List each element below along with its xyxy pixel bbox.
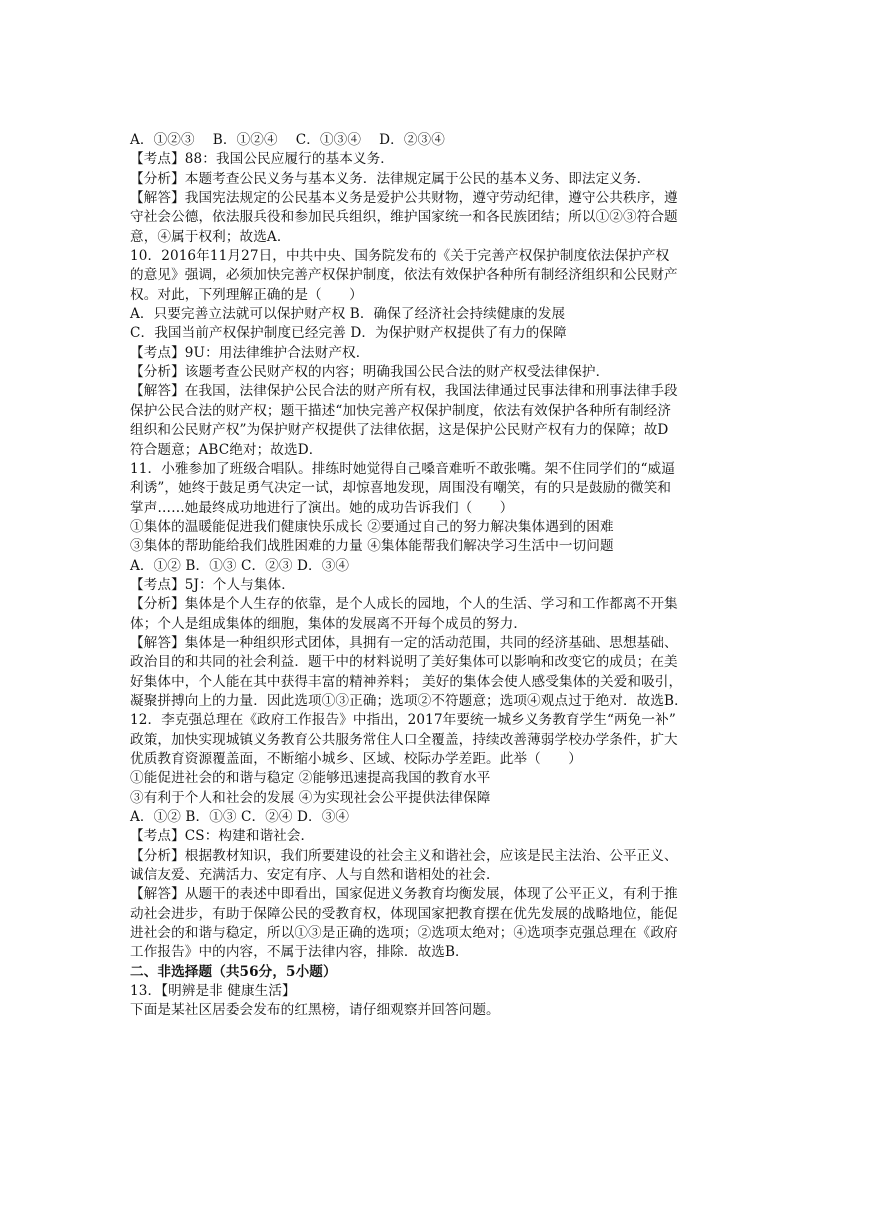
text-line: 政策，加快实现城镇义务教育公共服务常住人口全覆盖，持续改善薄弱学校办学条件，扩大 (130, 731, 678, 748)
text-line: 符合题意；ABC绝对；故选D． (130, 441, 323, 458)
text-line: 【解答】在我国，法律保护公民合法的财产所有权，我国法律通过民事法律和刑事法律手段 (130, 383, 678, 400)
text-line: A．①② B．①③ C．②③ D．③④ (130, 557, 350, 574)
text-line: 【分析】该题考查公民财产权的内容；明确我国公民合法的财产权受法律保护． (130, 364, 610, 381)
text-line: 权。对此，下列理解正确的是（ ） (130, 286, 363, 303)
text-line: 【分析】集体是个人生存的依靠，是个人成长的园地，个人的生活、学习和工作都离不开集 (130, 596, 678, 613)
question-line: 12．李克强总理在《政府工作报告》中指出，2017年要统一城乡义务教育学生“两免一补” (130, 712, 676, 729)
document-page (130, 131, 745, 1021)
text-line: ①能促进社会的和谐与稳定 ②能够迅速提高我国的教育水平 (130, 770, 491, 787)
text-line: 动社会进步，有助于保障公民的受教育权，体现国家把教育摆在优先发展的战略地位，能促 (130, 905, 678, 922)
text-line: 【分析】本题考查公民义务与基本义务．法律规定属于公民的基本义务、即法定义务． (130, 170, 651, 187)
text-line: 【考点】CS：构建和谐社会． (130, 828, 315, 845)
question-line: 11．小雅参加了班级合唱队。排练时她觉得自己嗓音难听不敢张嘴。架不住同学们的“威逼 (130, 460, 675, 477)
text-line: A．只要完善立法就可以保护财产权 B．确保了经济社会持续健康的发展 (130, 306, 566, 323)
text-line: 掌声……她最终成功地进行了演出。她的成功告诉我们（ ） (130, 499, 514, 516)
text-line: A．①②③ B．①②④ C．①③④ D．②③④ (130, 132, 445, 148)
text-line: 进社会的和谐与稳定，所以①③是正确的选项；②选项太绝对；④选项李克强总理在《政府 (130, 925, 678, 942)
text-line: 意，④属于权利；故选A． (130, 228, 291, 245)
text-line: 【解答】集体是一种组织形式团体，具拥有一定的活动范围，共同的经济基础、思想基础、 (130, 634, 678, 651)
question-line: 13．【明辨是非 健康生活】 (130, 983, 296, 1000)
text-line: 【分析】根据教材知识，我们所要建设的社会主义和谐社会，应该是民主法治、公平正义、 (130, 847, 678, 864)
text-line: 【解答】我国宪法规定的公民基本义务是爱护公共财物，遵守劳动纪律，遵守公共秩序，遵 (130, 190, 678, 207)
text-line: 【解答】从题干的表述中即看出，国家促进义务教育均衡发展，体现了公平正义，有利于推 (130, 886, 678, 903)
section-heading: 二、非选择题（共56分，5小题） (130, 963, 337, 980)
text-line: 凝聚拼搏向上的力量．因此选项①③正确；选项②不符题意；选项④观点过于绝对．故选B． (130, 692, 688, 709)
text-line: 诚信友爱、充满活力、安定有序、人与自然和谐相处的社会． (130, 867, 500, 884)
text-line: 工作报告》中的内容，不属于法律内容，排除．故选B． (130, 944, 469, 961)
text-line: 下面是某社区居委会发布的红黑榜，请仔细观察并回答问题。 (130, 1002, 500, 1019)
text-line: 优质教育资源覆盖面，不断缩小城乡、区域、校际办学差距。此举（ ） (130, 751, 582, 767)
text-line: 好集体中，个人能在其中获得丰富的精神养料； 美好的集体会使人感受集体的关爱和吸引， (130, 673, 683, 690)
text-line: ③有利于个人和社会的发展 ④为实现社会公平提供法律保障 (130, 789, 491, 806)
text-line: 组织和公民财产权”为保护财产权提供了法律依据，这是保护公民财产权有力的保障；故D (130, 422, 669, 439)
text-line: A．①② B．①③ C．②④ D．③④ (130, 809, 350, 826)
text-line: 【考点】88：我国公民应履行的基本义务． (130, 151, 394, 168)
question-line: 10．2016年11月27日，中共中央、国务院发布的《关于完善产权保护制度依法保护产权 (130, 248, 670, 265)
text-line: 保护公民合法的财产权；题干描述“加快完善产权保护制度，依法有效保护各种所有制经济 (130, 402, 672, 419)
text-line: 利诱”，她终于鼓足勇气决定一试，却惊喜地发现，周围没有嘲笑，有的只是鼓励的微笑和 (130, 480, 672, 497)
text-line: C．我国当前产权保护制度已经完善 D．为保护财产权提供了有力的保障 (130, 325, 567, 342)
text-line: ③集体的帮助能给我们战胜困难的力量 ④集体能帮我们解决学习生活中一切问题 (130, 538, 614, 555)
text-line: 守社会公德，依法服兵役和参加民兵组织，维护国家统一和各民族团结；所以①②③符合题 (130, 209, 678, 226)
text-line: 【考点】9U：用法律维护合法财产权． (130, 344, 370, 361)
text-line: 【考点】5J：个人与集体． (130, 576, 295, 593)
text-line: 政治目的和共同的社会利益．题干中的材料说明了美好集体可以影响和改变它的成员；在美 (130, 654, 678, 671)
text-line: 的意见》强调，必须加快完善产权保护制度，依法有效保护各种所有制经济组织和公民财产 (130, 267, 678, 284)
text-line: ①集体的温暖能促进我们健康快乐成长 ②要通过自己的努力解决集体遇到的困难 (130, 518, 614, 535)
text-line: 体；个人是组成集体的细胞，集体的发展离不开每个成员的努力． (130, 615, 528, 632)
